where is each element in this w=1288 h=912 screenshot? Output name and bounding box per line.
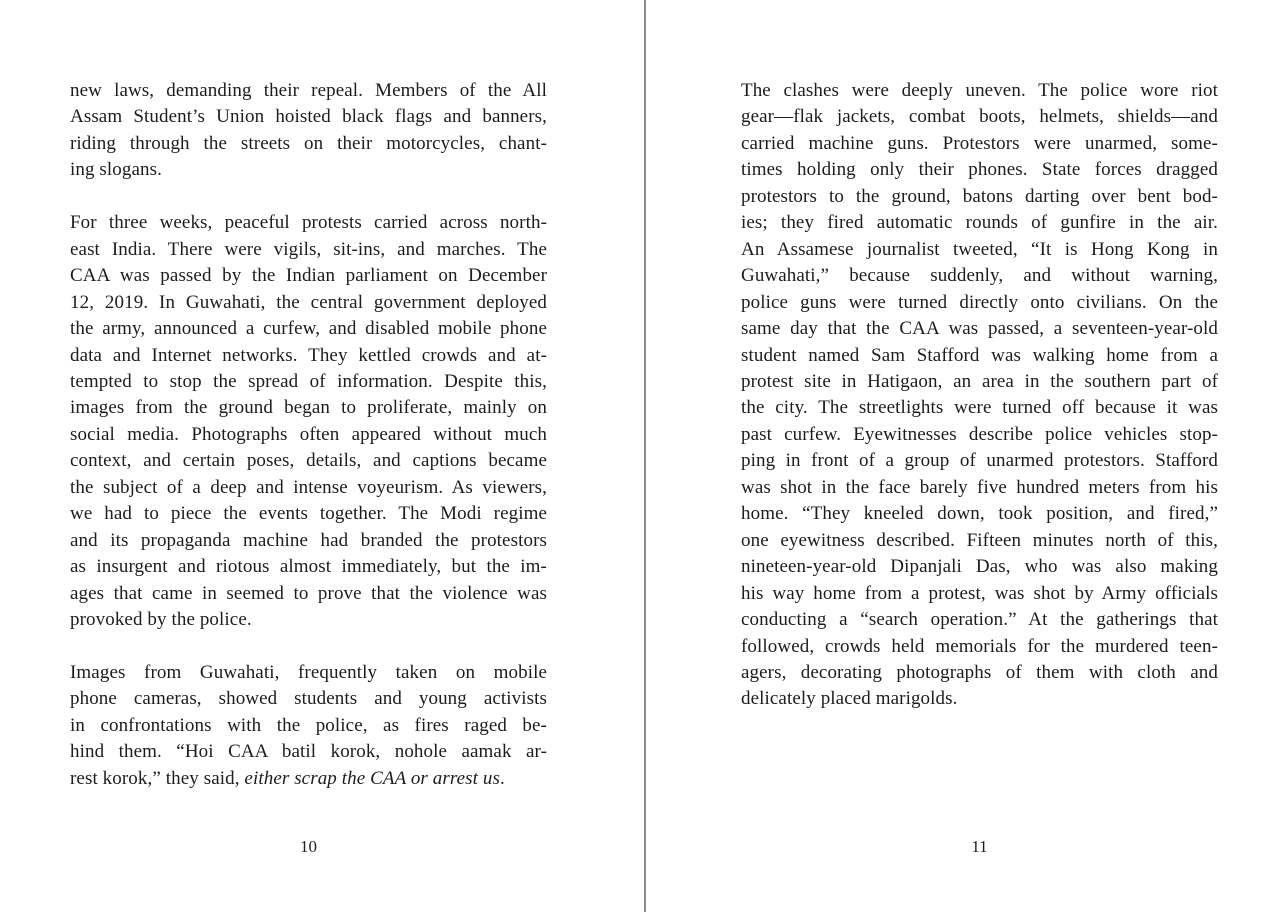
- page-number-left: 10: [300, 837, 317, 856]
- text-line: ages that came in seemed to prove that the violence was: [70, 582, 547, 604]
- text-line: his way home from a protest, was shot by Army officials: [741, 582, 1218, 604]
- text-line: followed, crowds held memorials for the murdered teen-: [741, 635, 1218, 657]
- text-line: ing slogans.: [70, 159, 162, 181]
- left-page-text: [70, 78, 547, 792]
- page-gutter-divider: [644, 0, 646, 912]
- text-line: ping in front of a group of unarmed protestors. Stafford: [741, 450, 1218, 472]
- text-line: as insurgent and riotous almost immediately, but the im-: [70, 556, 547, 578]
- text-line: hind them. “Hoi CAA batil korok, nohole aamak ar-: [70, 741, 547, 763]
- text-line: Guwahati,” because suddenly, and without warning,: [741, 265, 1218, 287]
- italic-text-segment: either scrap the CAA or arrest us: [244, 767, 500, 789]
- text-line: we had to piece the events together. The Modi regime: [70, 503, 547, 525]
- text-line: [70, 766, 547, 792]
- text-line: Assam Student’s Union hoisted black flags and banners,: [70, 106, 547, 128]
- text-line: riding through the streets on their motorcycles, chant-: [70, 132, 547, 154]
- text-line: new laws, demanding their repeal. Members of the All: [70, 80, 547, 101]
- text-line: protestors to the ground, batons darting over bent bod-: [741, 185, 1218, 207]
- text-line: past curfew. Eyewitnesses describe police vehicles stop-: [741, 423, 1218, 445]
- text-line: images from the ground began to proliferate, mainly on: [70, 397, 547, 419]
- text-line: the subject of a deep and intense voyeurism. As viewers,: [70, 476, 547, 498]
- paragraph: [70, 660, 547, 792]
- text-line: tempted to stop the spread of information. Despite this,: [70, 370, 547, 392]
- text-line: Images from Guwahati, frequently taken on mobile: [70, 661, 547, 683]
- text-line: social media. Photographs often appeared without much: [70, 423, 547, 445]
- text-line: the army, announced a curfew, and disabled mobile phone: [70, 318, 547, 340]
- text-line: An Assamese journalist tweeted, “It is Hong Kong in: [741, 238, 1218, 260]
- text-line: one eyewitness described. Fifteen minutes north of this,: [741, 529, 1218, 551]
- text-line: For three weeks, peaceful protests carried across north-: [70, 212, 547, 234]
- text-line: delicately placed marigolds.: [741, 688, 958, 710]
- text-line: in confrontations with the police, as fires raged be-: [70, 714, 547, 736]
- text-line: provoked by the police.: [70, 609, 252, 631]
- page-number-right: 11: [971, 837, 988, 856]
- text-line: The clashes were deeply uneven. The police wore riot: [741, 80, 1218, 101]
- text-line: data and Internet networks. They kettled crowds and at-: [70, 344, 547, 366]
- text-line: context, and certain poses, details, and captions became: [70, 450, 547, 472]
- text-line: ies; they fired automatic rounds of gunfire in the air.: [741, 212, 1218, 234]
- text-line: was shot in the face barely five hundred meters from his: [741, 476, 1218, 498]
- paragraph: [741, 78, 1218, 713]
- text-line: phone cameras, showed students and young activists: [70, 688, 547, 710]
- paragraph: [70, 78, 547, 184]
- text-line: east India. There were vigils, sit-ins, and marches. The: [70, 238, 547, 260]
- paragraph: [70, 210, 547, 633]
- text-line: gear—flak jackets, combat boots, helmets, shields—and: [741, 106, 1218, 128]
- text-line: times holding only their phones. State forces dragged: [741, 159, 1218, 181]
- text-line: home. “They kneeled down, took position, and fired,”: [741, 503, 1218, 525]
- text-segment: .: [500, 767, 505, 789]
- text-line: police guns were turned directly onto civilians. On the: [741, 291, 1218, 313]
- text-line: and its propaganda machine had branded the protestors: [70, 529, 547, 551]
- text-line: the city. The streetlights were turned off because it was: [741, 397, 1218, 419]
- text-line: same day that the CAA was passed, a seventeen-year-old: [741, 318, 1218, 340]
- text-line: agers, decorating photographs of them with cloth and: [741, 661, 1218, 683]
- text-line: nineteen-year-old Dipanjali Das, who was also making: [741, 556, 1218, 578]
- text-line: CAA was passed by the Indian parliament on December: [70, 265, 547, 287]
- text-line: carried machine guns. Protestors were unarmed, some-: [741, 132, 1218, 154]
- text-line: student named Sam Stafford was walking home from a: [741, 344, 1218, 366]
- text-segment: rest korok,” they said,: [70, 767, 245, 789]
- text-line: conducting a “search operation.” At the gatherings that: [741, 609, 1218, 631]
- right-page-text: [741, 78, 1218, 713]
- text-line: protest site in Hatigaon, an area in the southern part of: [741, 370, 1218, 392]
- text-line: 12, 2019. In Guwahati, the central government deployed: [70, 291, 547, 313]
